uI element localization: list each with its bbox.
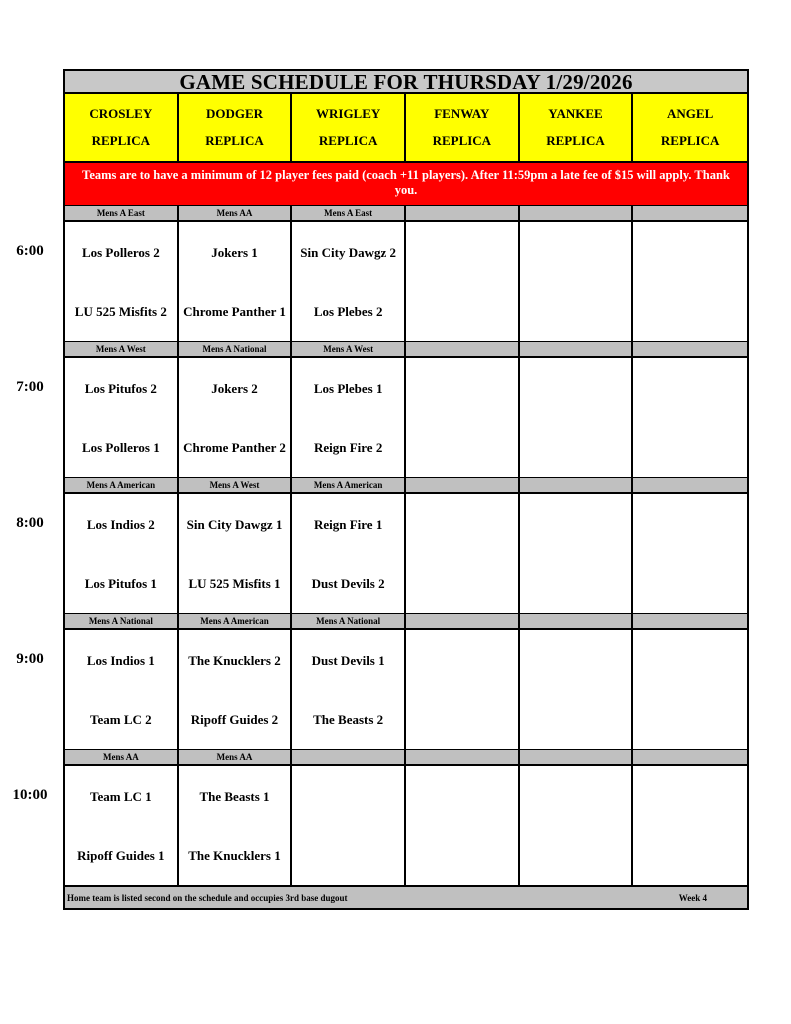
home-team: Los Polleros 1 xyxy=(81,440,160,455)
home-team: Los Plebes 2 xyxy=(313,304,383,319)
away-team: Los Indios 2 xyxy=(86,517,155,532)
home-team: Ripoff Guides 2 xyxy=(190,712,279,727)
division-label: Mens A National xyxy=(292,614,406,628)
division-label: Mens A West xyxy=(179,478,293,492)
game-cell xyxy=(292,494,406,613)
division-label: Mens A American xyxy=(179,614,293,628)
schedule-sheet xyxy=(63,69,749,910)
field-subtitle: REPLICA xyxy=(205,133,264,149)
division-label: Mens A East xyxy=(65,206,179,220)
game-cell xyxy=(520,358,634,477)
division-label: Mens AA xyxy=(179,206,293,220)
away-team: Sin City Dawgz 2 xyxy=(300,245,396,260)
game-cell xyxy=(65,494,179,613)
game-cell xyxy=(179,766,293,885)
game-cell xyxy=(520,766,634,885)
game-cell xyxy=(520,630,634,749)
division-label xyxy=(520,206,634,220)
game-cell xyxy=(65,630,179,749)
game-cell xyxy=(65,222,179,341)
away-team: The Knucklers 2 xyxy=(188,653,281,668)
field-subtitle: REPLICA xyxy=(318,133,378,149)
time-label: 8:00 xyxy=(16,515,44,531)
field-header xyxy=(520,94,634,161)
field-name: WRIGLEY xyxy=(316,105,381,121)
field-subtitle: REPLICA xyxy=(546,133,605,149)
away-team: Los Plebes 1 xyxy=(313,381,383,396)
game-cell xyxy=(633,630,747,749)
division-label: Mens A East xyxy=(292,206,406,220)
field-name: CROSLEY xyxy=(89,105,153,121)
away-team: Dust Devils 1 xyxy=(311,653,385,668)
late-fee-notice: Teams are to have a minimum of 12 player fees paid (coach +11 players). After 11:59pm a late fee of $15 will apply. Thank you. xyxy=(63,163,749,205)
game-cell xyxy=(292,630,406,749)
game-cell xyxy=(633,766,747,885)
game-cell xyxy=(65,358,179,477)
away-team: Sin City Dawgz 1 xyxy=(186,517,283,532)
division-label xyxy=(520,614,634,628)
division-row xyxy=(63,477,749,494)
game-slot-row xyxy=(63,630,749,749)
division-row xyxy=(63,341,749,358)
field-header xyxy=(65,94,179,161)
division-label xyxy=(406,614,520,628)
field-name: DODGER xyxy=(205,105,264,121)
game-cell xyxy=(633,222,747,341)
game-cell xyxy=(406,358,520,477)
game-cell xyxy=(633,494,747,613)
division-label xyxy=(633,206,747,220)
away-team: Team LC 1 xyxy=(90,789,152,804)
division-label: Mens A National xyxy=(179,342,293,356)
field-subtitle: REPLICA xyxy=(432,133,492,149)
game-cell xyxy=(406,222,520,341)
away-team: Reign Fire 1 xyxy=(313,517,383,532)
game-cell xyxy=(65,766,179,885)
home-team: Team LC 2 xyxy=(90,712,152,727)
field-header xyxy=(406,94,520,161)
division-label: Mens A American xyxy=(292,478,406,492)
game-cell xyxy=(179,630,293,749)
game-slot-row xyxy=(63,494,749,613)
game-cell xyxy=(179,358,293,477)
division-label xyxy=(406,342,520,356)
division-label: Mens A National xyxy=(65,614,179,628)
field-header xyxy=(633,94,747,161)
division-label xyxy=(633,614,747,628)
field-header xyxy=(292,94,406,161)
home-team: LU 525 Misfits 1 xyxy=(188,576,281,591)
field-header-row xyxy=(63,94,749,163)
division-label: Mens A West xyxy=(292,342,406,356)
away-team: Los Polleros 2 xyxy=(81,245,160,260)
field-name: ANGEL xyxy=(667,105,714,121)
field-name: YANKEE xyxy=(548,105,603,121)
division-label xyxy=(406,750,520,764)
game-slot-row xyxy=(63,358,749,477)
game-cell xyxy=(633,358,747,477)
division-label xyxy=(520,342,634,356)
away-team: The Beasts 1 xyxy=(199,789,270,804)
field-name: FENWAY xyxy=(434,105,490,121)
time-slots xyxy=(63,205,749,885)
field-subtitle: REPLICA xyxy=(660,133,720,149)
game-slot-row xyxy=(63,222,749,341)
away-team: Jokers 1 xyxy=(211,245,258,260)
game-cell xyxy=(520,222,634,341)
game-cell xyxy=(179,222,293,341)
time-label: 7:00 xyxy=(16,379,44,395)
game-cell xyxy=(292,766,406,885)
field-header xyxy=(179,94,293,161)
division-label xyxy=(406,478,520,492)
division-label xyxy=(406,206,520,220)
division-row xyxy=(63,749,749,766)
away-team: Los Indios 1 xyxy=(86,653,155,668)
division-label xyxy=(520,750,634,764)
home-team: Chrome Panther 2 xyxy=(183,440,286,455)
division-label xyxy=(520,478,634,492)
game-cell xyxy=(520,494,634,613)
away-team: Jokers 2 xyxy=(211,381,258,396)
home-team: Chrome Panther 1 xyxy=(183,304,286,319)
home-team: Dust Devils 2 xyxy=(311,576,385,591)
division-label: Mens A American xyxy=(65,478,179,492)
home-team: LU 525 Misfits 2 xyxy=(74,304,167,319)
field-subtitle: REPLICA xyxy=(91,133,151,149)
division-row xyxy=(63,205,749,222)
home-team: The Knucklers 1 xyxy=(188,848,281,863)
game-cell xyxy=(292,358,406,477)
footer-note: Home team is listed second on the schedule and occupies 3rd base dugout xyxy=(67,892,348,903)
away-team: Los Pitufos 2 xyxy=(84,381,157,396)
division-label xyxy=(633,750,747,764)
division-label xyxy=(633,478,747,492)
division-row xyxy=(63,613,749,630)
division-label: Mens AA xyxy=(65,750,179,764)
home-team: Los Pitufos 1 xyxy=(84,576,157,591)
division-label: Mens A West xyxy=(65,342,179,356)
home-team: The Beasts 2 xyxy=(313,712,384,727)
game-cell xyxy=(292,222,406,341)
home-team: Reign Fire 2 xyxy=(313,440,383,455)
division-label xyxy=(633,342,747,356)
footer xyxy=(63,885,749,910)
division-label: Mens AA xyxy=(179,750,293,764)
time-label: 6:00 xyxy=(16,243,44,259)
page-title: GAME SCHEDULE FOR THURSDAY 1/29/2026 xyxy=(63,69,749,94)
time-label: 9:00 xyxy=(16,651,44,667)
game-cell xyxy=(179,494,293,613)
home-team: Ripoff Guides 1 xyxy=(77,848,165,863)
time-label: 10:00 xyxy=(12,787,48,803)
game-slot-row xyxy=(63,766,749,885)
game-cell xyxy=(406,766,520,885)
division-label xyxy=(292,750,406,764)
game-cell xyxy=(406,630,520,749)
game-cell xyxy=(406,494,520,613)
week-label: Week 4 xyxy=(678,892,707,903)
